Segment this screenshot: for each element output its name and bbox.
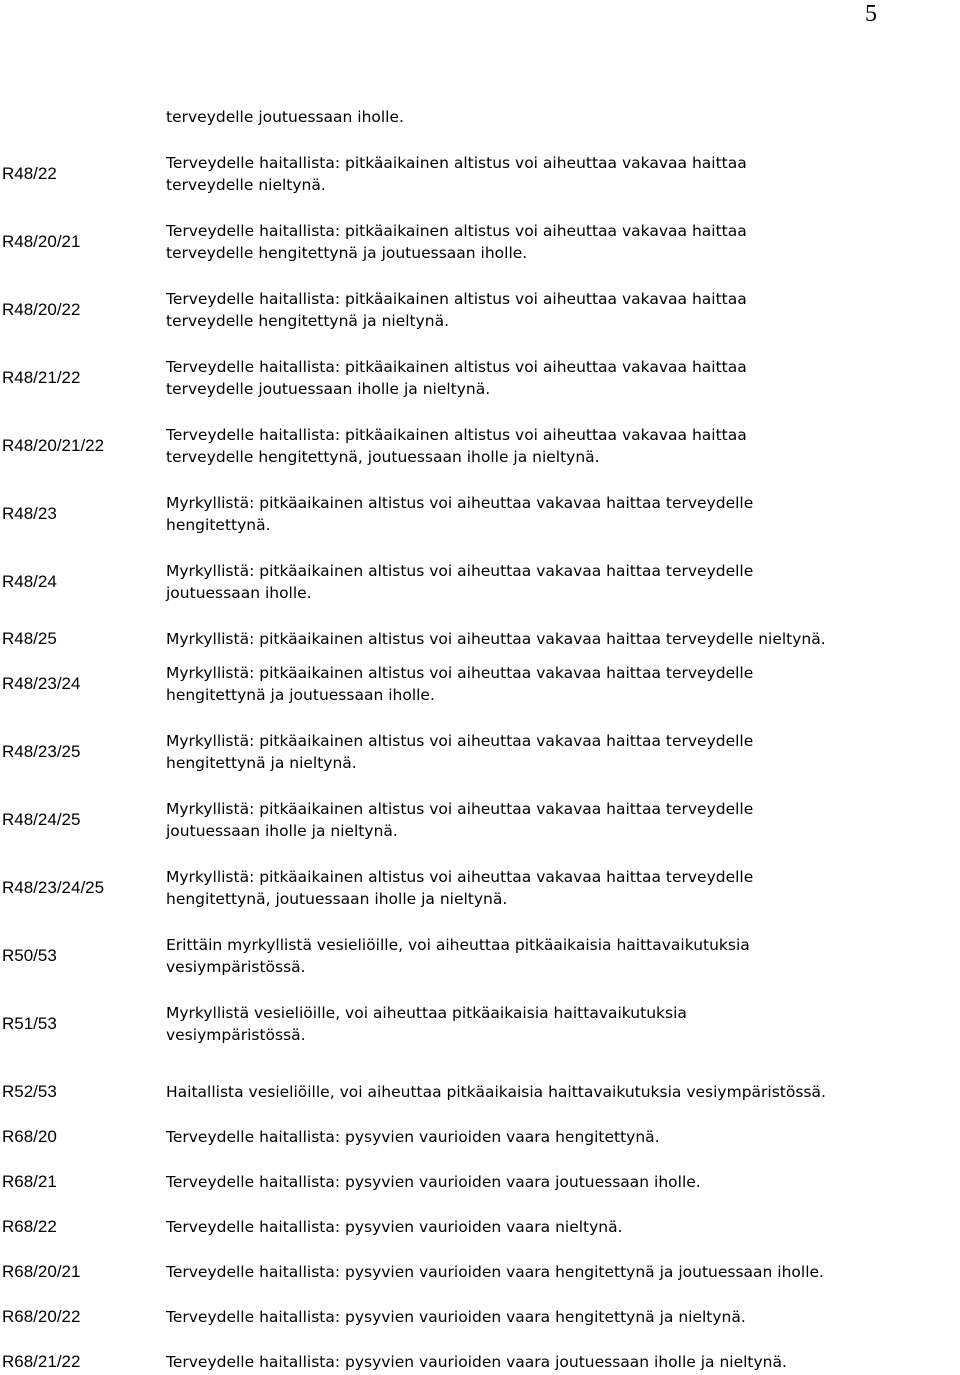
risk-phrase-text: Myrkyllistä: pitkäaikainen altistus voi aiheuttaa vakavaa haittaa terveydelle hengitettynä ja joutuessaan iholle. bbox=[166, 664, 754, 704]
risk-phrase-text: Terveydelle haitallista: pysyvien vaurioiden vaara joutuessaan iholle ja nieltynä. bbox=[166, 1353, 787, 1371]
risk-phrase-code: R52/53 bbox=[2, 1082, 57, 1101]
risk-phrase-text: Myrkyllistä: pitkäaikainen altistus voi aiheuttaa vakavaa haittaa terveydelle joutuessaan iholle ja nieltynä. bbox=[166, 800, 754, 840]
risk-phrase-text: Myrkyllistä: pitkäaikainen altistus voi aiheuttaa vakavaa haittaa terveydelle nieltynä. bbox=[166, 630, 826, 648]
risk-phrase-code: R68/20/22 bbox=[2, 1307, 81, 1326]
risk-phrase-code: R48/23/25 bbox=[2, 742, 81, 761]
risk-phrase-text: Myrkyllistä: pitkäaikainen altistus voi aiheuttaa vakavaa haittaa terveydelle hengitettynä ja nieltynä. bbox=[166, 732, 754, 772]
risk-phrase-text: Terveydelle haitallista: pitkäaikainen altistus voi aiheuttaa vakavaa haittaa terveydelle hengitettynä ja nieltynä. bbox=[166, 290, 747, 330]
risk-phrase-code: R48/23/24/25 bbox=[2, 878, 105, 897]
risk-phrase-code: R48/20/21 bbox=[2, 232, 81, 251]
risk-phrase-text: Erittäin myrkyllistä vesieliöille, voi aiheuttaa pitkäaikaisia haittavaikutuksia vesiympäristössä. bbox=[166, 936, 750, 976]
risk-phrase-code: R68/21 bbox=[2, 1172, 57, 1191]
page-number: 5 bbox=[865, 1, 877, 27]
risk-phrase-text: Haitallista vesieliöille, voi aiheuttaa pitkäaikaisia haittavaikutuksia vesiympäristössä. bbox=[166, 1083, 826, 1101]
continued-text: terveydelle joutuessaan iholle. bbox=[166, 108, 404, 126]
risk-phrase-code: R48/24 bbox=[2, 572, 57, 591]
risk-phrase-code: R48/23/24 bbox=[2, 674, 81, 693]
risk-phrase-text: Terveydelle haitallista: pitkäaikainen altistus voi aiheuttaa vakavaa haittaa terveydelle nieltynä. bbox=[166, 154, 747, 194]
risk-phrase-code: R48/22 bbox=[2, 164, 57, 183]
risk-phrase-code: R68/22 bbox=[2, 1217, 57, 1236]
risk-phrase-text: Terveydelle haitallista: pitkäaikainen altistus voi aiheuttaa vakavaa haittaa terveydelle joutuessaan iholle ja nieltynä. bbox=[166, 358, 747, 398]
risk-phrase-code: R48/20/22 bbox=[2, 300, 81, 319]
risk-phrase-code: R48/20/21/22 bbox=[2, 436, 105, 455]
risk-phrase-text: Terveydelle haitallista: pysyvien vaurioiden vaara joutuessaan iholle. bbox=[166, 1173, 701, 1191]
risk-phrase-text: Myrkyllistä vesieliöille, voi aiheuttaa pitkäaikaisia haittavaikutuksia vesiympäristössä. bbox=[166, 1004, 687, 1044]
risk-phrase-text: Myrkyllistä: pitkäaikainen altistus voi aiheuttaa vakavaa haittaa terveydelle hengitettynä, joutuessaan iholle ja nieltynä. bbox=[166, 868, 754, 908]
risk-phrase-code: R68/20/21 bbox=[2, 1262, 81, 1281]
risk-phrase-code: R51/53 bbox=[2, 1014, 57, 1033]
risk-phrase-code: R48/23 bbox=[2, 504, 57, 523]
risk-phrase-text: Myrkyllistä: pitkäaikainen altistus voi aiheuttaa vakavaa haittaa terveydelle hengitettynä. bbox=[166, 494, 754, 534]
risk-phrase-text: Terveydelle haitallista: pitkäaikainen altistus voi aiheuttaa vakavaa haittaa terveydelle hengitettynä, joutuessaan iholle ja nieltynä. bbox=[166, 426, 747, 466]
risk-phrase-text: Terveydelle haitallista: pysyvien vaurioiden vaara hengitettynä ja joutuessaan iholle. bbox=[166, 1263, 824, 1281]
risk-phrase-text: Terveydelle haitallista: pysyvien vaurioiden vaara hengitettynä. bbox=[166, 1128, 660, 1146]
risk-phrase-text: Terveydelle haitallista: pysyvien vaurioiden vaara nieltynä. bbox=[166, 1218, 623, 1236]
risk-phrase-code: R68/21/22 bbox=[2, 1352, 81, 1371]
risk-phrase-code: R48/24/25 bbox=[2, 810, 81, 829]
risk-phrase-text: Myrkyllistä: pitkäaikainen altistus voi aiheuttaa vakavaa haittaa terveydelle joutuessaan iholle. bbox=[166, 562, 754, 602]
risk-phrase-code: R50/53 bbox=[2, 946, 57, 965]
risk-phrase-code: R68/20 bbox=[2, 1127, 57, 1146]
risk-phrase-code: R48/25 bbox=[2, 629, 57, 648]
risk-phrase-text: Terveydelle haitallista: pysyvien vaurioiden vaara hengitettynä ja nieltynä. bbox=[166, 1308, 746, 1326]
risk-phrase-text: Terveydelle haitallista: pitkäaikainen altistus voi aiheuttaa vakavaa haittaa terveydelle hengitettynä ja joutuessaan iholle. bbox=[166, 222, 747, 262]
risk-phrase-code: R48/21/22 bbox=[2, 368, 81, 387]
